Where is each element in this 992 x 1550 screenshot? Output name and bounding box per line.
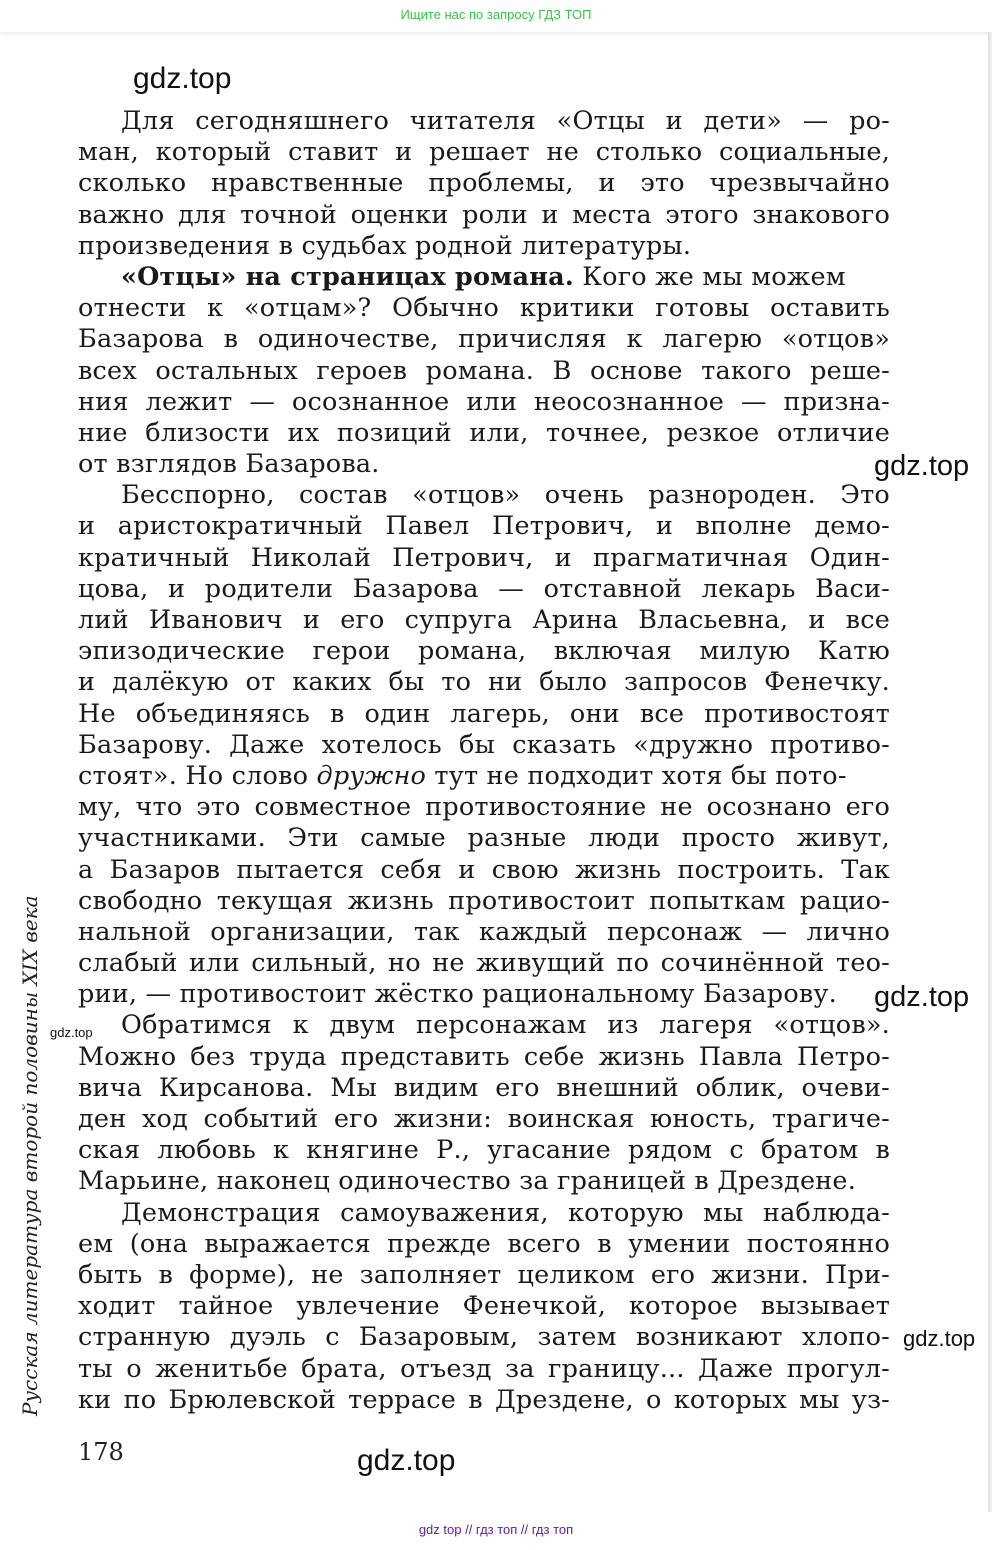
text-line: Не объединяясь в один лагерь, они все противостоят [78,698,890,729]
text-line: всех остальных героев романа. В основе такого реше- [78,355,890,386]
section-heading: «Отцы» на страницах романа. [121,261,574,292]
watermark: gdz.top [874,981,970,1013]
text-line: ская любовь к княгине Р., угасание рядом с братом в [78,1135,890,1166]
text-line: вича Кирсанова. Мы видим его внешний облик, очеви- [78,1072,890,1103]
page-edge-shadow [988,32,992,1512]
text-line: свободно текущая жизнь противостоит попыткам рацио- [78,885,890,916]
text-span: тут не подходит хотя бы пото- [426,760,847,791]
watermark: gdz.top [874,450,970,482]
text-line: ден ход событий его жизни: воинская юность, трагиче- [78,1104,890,1134]
text-line: цова, и родители Базарова — отставной лекарь Васи- [78,573,890,604]
text-line: а Базаров пытается себя и свою жизнь построить. Так [78,854,890,885]
text-line: ходит тайное увлечение Фенечкой, которое вызывает [78,1291,890,1322]
search-banner[interactable]: Ищите нас по запросу ГДЗ ТОП [0,0,992,32]
text-line: и аристократичный Павел Петрович, и вполне демо- [78,511,890,542]
text-line: Марьине, наконец одиночество за границей в Дрездене. [78,1166,857,1197]
text-line: ния лежит — осознанное или неосознанное — призна- [78,386,890,417]
text-line: важно для точной оценки роли и места этого знакового [78,199,890,230]
text-line [78,761,890,792]
text-line: му, что это совместное противостояние не осознано его [78,792,890,823]
running-title: Русская литература второй половины XIX века [18,895,42,1416]
text-line: Бесспорно, состав «отцов» очень разнороден. Это [121,480,890,511]
text-line [78,262,890,293]
text-line: странную дуэль с Базаровым, затем возникают хлопо- [78,1322,890,1353]
text-line: Базарову. Даже хотелось бы сказать «дружно противо- [78,729,890,760]
text-line: произведения в судьбах родной литературы. [78,230,692,261]
text-line: слабый или сильный, но не живущий по сочинённой тео- [78,948,890,979]
text-span: Кого же мы можем [573,261,846,292]
text-line: нальной организации, так каждый персонаж — лично [78,916,890,947]
footer-links[interactable]: gdz top // гдз топ // гдз топ [418,1522,574,1537]
text-line: быть в форме), не заполняет целиком его жизни. При- [78,1259,890,1290]
text-line: сколько нравственные проблемы, и это чрезвычайно [78,168,890,199]
text-line: от взглядов Базарова. [78,449,380,480]
watermark: gdz.top [133,62,232,95]
text-line: ем (она выражается прежде всего в умении постоянно [78,1228,890,1259]
text-line: отнести к «отцам»? Обычно критики готовы оставить [78,293,890,324]
text-line: Базарова в одиночестве, причисляя к лагерю «отцов» [78,324,890,355]
watermark: gdz.top [357,1444,456,1477]
text-line: Обратимся к двум персонажам из лагеря «отцов». [121,1010,890,1041]
text-line: ние близости их позиций или, точнее, резкое отличие [78,417,890,448]
text-line: ман, который ставит и решает не столько социальные, [78,137,890,168]
text-line: Демонстрация самоуважения, которую мы наблюда- [121,1197,890,1228]
text-line: лий Иванович и его супруга Арина Власьевна, и все [78,605,890,635]
text-line: кратичный Николай Петрович, и прагматичная Один- [78,542,890,573]
text-line: и далёкую от каких бы то ни было запросов Фенечку. [78,667,890,698]
page-number: 178 [78,1438,124,1466]
text-span: стоят». Но слово [78,760,317,791]
watermark: gdz.top [50,1025,93,1040]
text-line: эпизодические герои романа, включая милую Катю [78,636,890,667]
text-line: участниками. Эти самые разные люди просто живут, [78,823,890,854]
body-text [78,106,890,1416]
watermark: gdz.top [903,1326,976,1351]
text-line: рии, — противостоит жёстко рациональному Базарову. [78,979,837,1010]
text-line: ки по Брюлевской террасе в Дрездене, о которых мы уз- [78,1384,890,1415]
text-line: Можно без труда представить себе жизнь Павла Петро- [78,1041,890,1072]
italic-word: дружно [316,760,427,791]
text-line: Для сегодняшнего читателя «Отцы и дети» — ро- [121,106,890,136]
text-line: ты о женитьбе брата, отъезд за границу... Даже прогул- [78,1353,890,1384]
